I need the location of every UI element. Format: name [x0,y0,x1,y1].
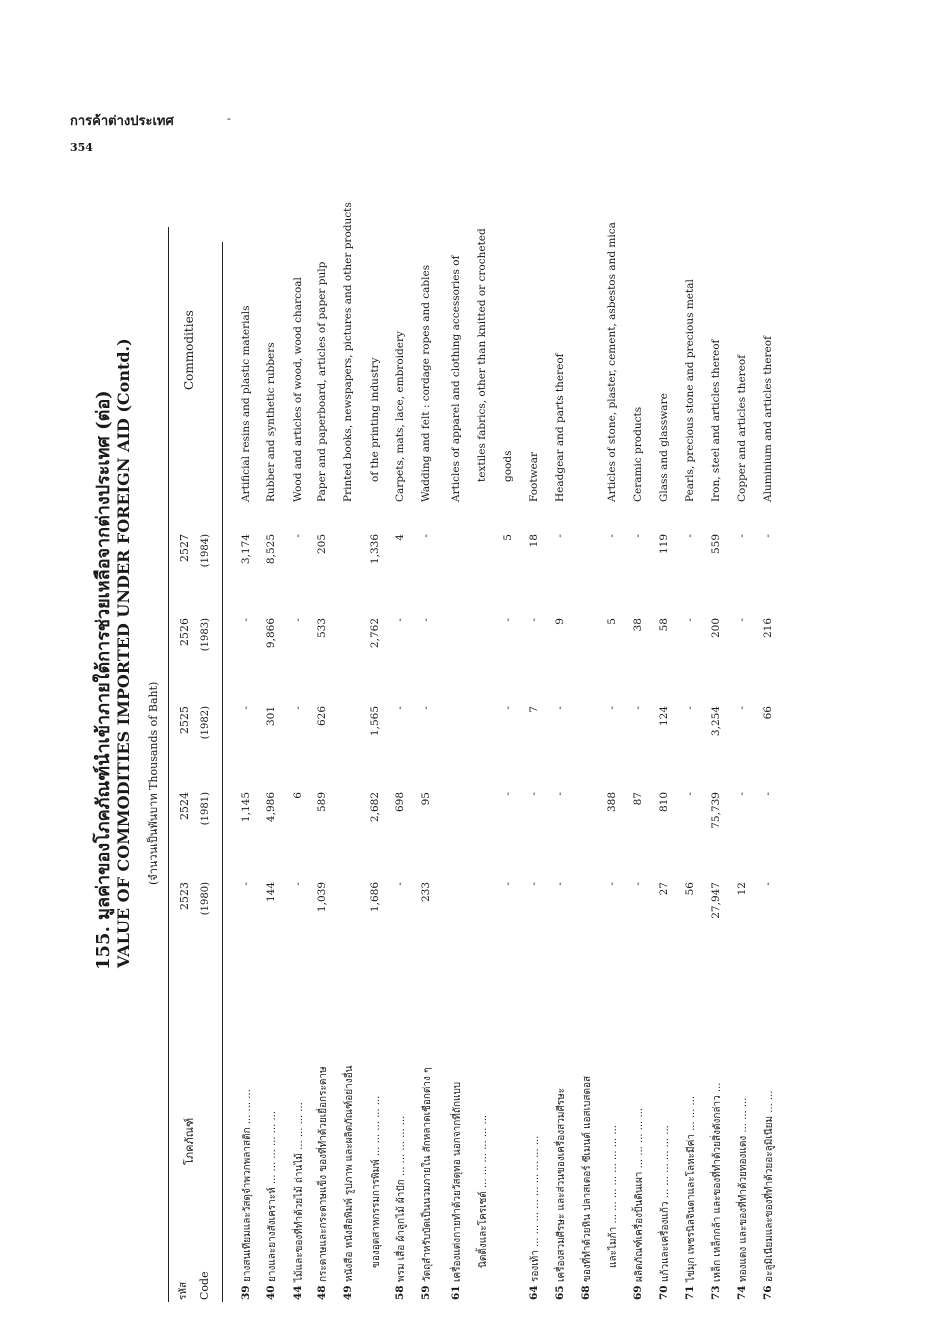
row-commodity-english: Footwear [528,451,540,502]
row-commodity-english: Articles of stone, plaster, cement, asbestos and mica [606,222,618,502]
row-value: 388 [606,792,618,813]
header-category: การค้าต่างประเทศ [70,114,174,129]
row-value: - [528,792,540,796]
row-value: 810 [658,792,670,813]
row-value: 6 [292,792,304,799]
row-commodity-thai: และไมก้า ... ... ... ... ... ... ... ... [608,1125,619,1268]
row-commodity-english: Carpets, mats, lace, embroidery [394,331,406,502]
row-value: - [292,706,304,710]
row-value: 4,986 [265,792,277,823]
row-value: 3,174 [240,534,252,565]
row-code: 70 [658,1285,670,1300]
row-value: - [528,618,540,622]
row-commodity-thai: กระดาษและกระดาษแข็ง ของที่ทำด้วยเยื่อกระดาษ [318,1066,329,1282]
row-value: - [762,792,774,796]
col-commodity-english: Commodities [182,310,196,390]
col-code-thai: รหัส [178,1281,189,1300]
row-commodity-thai: นิตติ้งและโครเชต์ ... ... ... ... ... ... [478,1114,489,1268]
row-value: - [684,618,696,622]
row-value: 144 [265,882,277,903]
row-value: 18 [528,534,540,548]
row-commodity-thai: รองเท้า ... ... ... ... ... ... ... ... ... [530,1135,541,1282]
row-value: 233 [420,882,432,903]
row-commodity-thai: เครื่องสวมศีรษะ และส่วนของเครื่องสวมศีรษะ [556,1087,567,1282]
row-value: - [240,706,252,710]
year-be-2523: 2523 [178,882,191,910]
row-value: - [240,882,252,886]
row-commodity-thai: อะลูมิเนียมและของที่ทำด้วยอะลูมิเนียม ... ... [764,1090,775,1282]
row-commodity-english: Wadding and felt : cordage ropes and cables [420,264,432,502]
year-ce-2524: (1981) [200,792,211,826]
year-be-2524: 2524 [178,792,191,820]
row-value: 205 [316,534,328,555]
row-code: 65 [554,1285,566,1300]
row-value: - [736,706,748,710]
row-value: 1,039 [316,882,328,913]
row-code: 71 [684,1285,696,1300]
row-value: - [292,882,304,886]
row-value: 124 [658,706,670,727]
row-value: - [420,534,432,538]
row-code: 64 [528,1285,540,1300]
row-value: 2,682 [369,792,381,823]
row-value: - [632,534,644,538]
year-be-2527: 2527 [178,534,191,562]
row-commodity-english: Headgear and parts thereof [554,353,566,502]
row-commodity-thai: พรม เสื่อ ผ้าลูกไม้ ผ้าปัก ... ... ... ... ... [396,1115,407,1282]
year-ce-2523: (1980) [200,882,211,916]
row-commodity-english: Pearls, precious stone and precious metal [684,279,696,502]
row-value: - [394,706,406,710]
row-value: - [292,618,304,622]
row-code: 49 [342,1285,354,1300]
row-commodity-thai: ยางสนเทียมและวัสดุจำพวกพลาสติก ... ... ... [242,1089,253,1282]
year-be-2525: 2525 [178,706,191,734]
row-commodity-thai: ของที่ทำด้วยหิน ปลาสเตอร์ ซีเมนต์ แอสเบสตอส [582,1075,593,1282]
row-commodity-thai: ทองแดง และของที่ทำด้วยทองแดง ... ... ... [738,1097,749,1282]
year-ce-2527: (1984) [200,534,211,568]
row-commodity-thai: เครื่องแต่งกายทำด้วยวัสดุทอ นอกจากที่ถักแบบ [452,1081,463,1282]
row-value: 1,565 [369,706,381,737]
row-value: 27 [658,882,670,896]
row-value: 56 [684,882,696,896]
row-value: - [684,792,696,796]
row-commodity-thai: หนังสือ หนังสือพิมพ์ รูปภาพ และผลิตภัณฑ์อย่างอื่น [344,1065,355,1282]
row-value: 5 [502,534,514,541]
row-commodity-thai: แก้วและเครื่องแก้ว ... ... ... ... ... ... [660,1125,671,1282]
row-commodity-english: Paper and paperboard, articles of paper pulp [316,261,328,502]
header-rule [222,242,223,1302]
top-rule [168,227,169,1302]
row-commodity-english: of the printing industry [369,357,381,482]
row-value: - [762,534,774,538]
row-code: 44 [292,1285,304,1300]
title-thai: 155. มูลค่าของโภคภัณฑ์นำเข้าภายใต้การช่วยเหลือจากต่างประเทศ (ต่อ) [93,390,114,970]
row-commodity-english: Iron, steel and articles thereof [710,339,722,502]
row-commodity-thai: ยางและยางสังเคราะห์ ... ... ... ... ... ... [267,1111,278,1282]
row-value: - [554,706,566,710]
row-commodity-english: Rubber and synthetic rubbers [265,342,277,502]
row-value: - [632,882,644,886]
row-value: 200 [710,618,722,639]
row-value: - [684,706,696,710]
row-value: - [554,882,566,886]
col-commodity-thai: โภคภัณฑ์ [183,1117,196,1165]
row-value: 38 [632,618,644,632]
row-commodity-english: Artificial resins and plastic materials [240,305,252,502]
row-value: - [606,534,618,538]
row-commodity-english: Ceramic products [632,406,644,502]
row-commodity-english: Articles of apparel and clothing accessories of [450,255,462,502]
row-code: 68 [580,1285,592,1300]
row-value: - [606,706,618,710]
row-value: 5 [606,618,618,625]
row-commodity-thai: ไข่มุก เพชรนิลจินดาและโลหะมีค่า ... ... ... [686,1095,697,1282]
row-value: 1,686 [369,882,381,913]
header-dash: - [227,112,231,125]
row-value: - [606,882,618,886]
row-commodity-thai: ไม้และของที่ทำด้วยไม้ ถ่านไม้ ... ... ... ... [294,1102,305,1282]
row-value: 66 [762,706,774,720]
row-value: 3,254 [710,706,722,737]
row-commodity-thai: ผลิตภัณฑ์เครื่องปั้นดินเผา ... ... ... ... ... [634,1108,645,1282]
row-value: - [736,618,748,622]
row-value: 58 [658,618,670,632]
row-value: - [502,618,514,622]
row-commodity-thai: เหล็ก เหล็กกล้า และของที่ทำด้วยสิ่งดังกล่าว ... [712,1082,723,1282]
row-code: 74 [736,1285,748,1300]
row-value: 559 [710,534,722,555]
row-value: 589 [316,792,328,813]
row-value: - [762,882,774,886]
row-value: - [528,882,540,886]
row-value: - [394,618,406,622]
row-code: 73 [710,1285,722,1300]
row-code: 59 [420,1285,432,1300]
row-value: 27,947 [710,882,722,919]
row-commodity-thai: ของอุตสาหกรรมการพิมพ์ ... ... ... ... ... [371,1095,382,1268]
row-commodity-english: Glass and glassware [658,393,670,502]
row-value: - [736,534,748,538]
row-code: 48 [316,1285,328,1300]
row-value: 1,336 [369,534,381,565]
row-value: 95 [420,792,432,806]
row-value: 216 [762,618,774,639]
row-value: 7 [528,706,540,713]
page-number: 354 [70,141,93,154]
row-value: - [292,534,304,538]
row-commodity-english: goods [502,450,514,482]
row-commodity-english: Wood and articles of wood, wood charcoal [292,277,304,502]
row-value: - [502,706,514,710]
row-code: 39 [240,1285,252,1300]
row-value: 698 [394,792,406,813]
row-code: 69 [632,1285,644,1300]
row-value: 1,145 [240,792,252,823]
row-commodity-english: Copper and articles thereof [736,354,748,502]
row-value: - [684,534,696,538]
row-value: 9,866 [265,618,277,649]
row-commodity-thai: วัตถุสำหรับบัดเป็นนวมภายใน สักหลาดเชือกต่าง ๆ [422,1067,433,1282]
row-value: 626 [316,706,328,727]
row-code: 40 [265,1285,277,1300]
row-commodity-english: textiles fabrics, other than knitted or crocheted [476,228,488,482]
row-value: 87 [632,792,644,806]
row-value: - [736,792,748,796]
row-commodity-english: Aluminium and articles thereof [762,336,774,502]
row-value: - [420,618,432,622]
row-value: - [554,534,566,538]
row-value: 4 [394,534,406,541]
row-code: 61 [450,1285,462,1300]
row-value: 2,762 [369,618,381,649]
row-code: 76 [762,1285,774,1300]
row-value: 8,525 [265,534,277,565]
year-ce-2526: (1983) [200,618,211,652]
row-value: - [420,706,432,710]
row-value: - [394,882,406,886]
year-ce-2525: (1982) [200,706,211,740]
row-value: 533 [316,618,328,639]
row-value: 9 [554,618,566,625]
col-code-english: Code [198,1271,211,1300]
row-value: 75,739 [710,792,722,829]
row-code: 58 [394,1285,406,1300]
rotated-table [60,190,775,1340]
row-value: - [240,618,252,622]
row-value: 301 [265,706,277,727]
year-be-2526: 2526 [178,618,191,646]
row-value: - [502,882,514,886]
row-value: - [632,706,644,710]
row-value: 119 [658,534,670,555]
row-value: 12 [736,882,748,896]
title-unit: (จำนวนเป็นพันบาท Thousands of Baht) [147,681,160,885]
row-value: - [554,792,566,796]
title-english: VALUE OF COMMODITIES IMPORTED UNDER FOREIGN AID (Contd.) [114,338,133,968]
row-commodity-english: Printed books, newspapers, pictures and other products [342,202,354,502]
row-value: - [502,792,514,796]
